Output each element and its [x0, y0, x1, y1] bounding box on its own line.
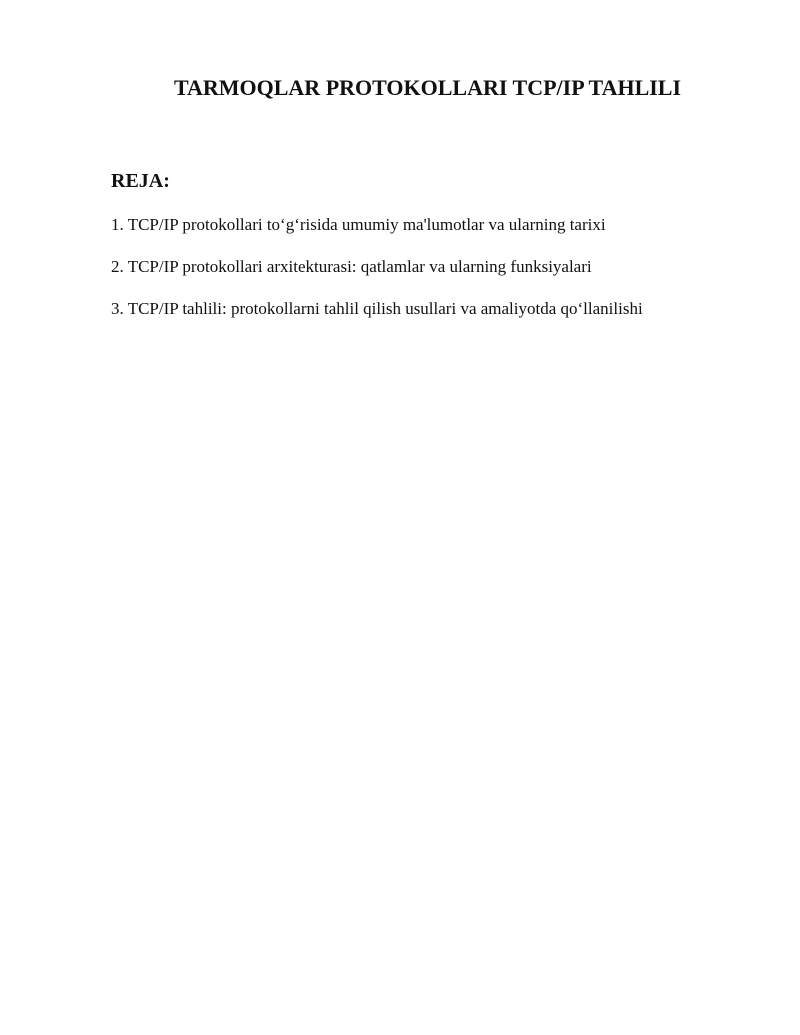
- plan-list: [111, 211, 643, 337]
- plan-item-3: 3. TCP/IP tahlili: protokollarni tahlil qilish usullari va amaliyotda qo‘llanilishi: [111, 299, 643, 318]
- plan-heading: REJA:: [111, 170, 170, 192]
- plan-item-1: 1. TCP/IP protokollari to‘g‘risida umumiy ma'lumotlar va ularning tarixi: [111, 215, 606, 234]
- plan-item-2: 2. TCP/IP protokollari arxitekturasi: qatlamlar va ularning funksiyalari: [111, 257, 592, 276]
- document-title: TARMOQLAR PROTOKOLLARI TCP/IP TAHLILI: [173, 75, 682, 100]
